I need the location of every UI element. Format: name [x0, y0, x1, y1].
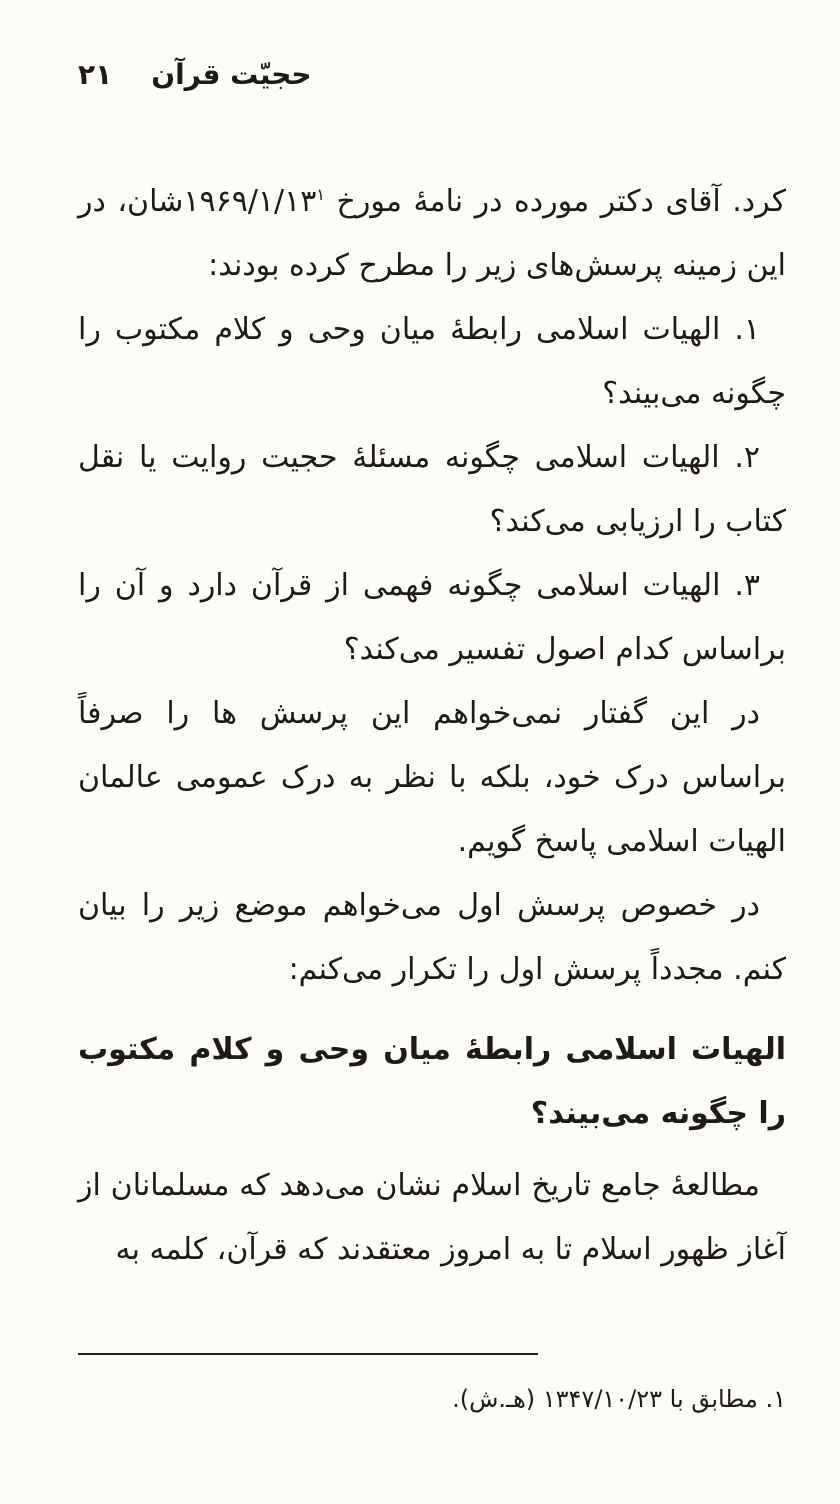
footnote-reference: ۱: [316, 185, 325, 204]
paragraph-2: در این گفتار نمی‌خواهم این پرسش ها را صرفاً براساس درک خود، بلکه با نظر به درک عمومی عالمان الهیات اسلامی پاسخ گویم.: [78, 696, 786, 859]
paragraph-4: مطالعهٔ جامع تاریخ اسلام نشان می‌دهد که مسلمانان از آغاز ظهور اسلام تا به امروز معتقدند که قرآن، کلمه به: [78, 1168, 786, 1267]
paragraph-3: در خصوص پرسش اول می‌خواهم موضع زیر را بیان کنم. مجدداً پرسش اول را تکرار می‌کنم:: [78, 888, 786, 987]
footnote: ۱. مطابق با ۱۳۴۷/۱۰/۲۳ (هـ.ش).: [452, 1385, 786, 1413]
paragraph-1-end: شان، در این زمینه پرسش‌های زیر را مطرح کرده بودند:: [78, 184, 786, 283]
question-3: ۳. الهیات اسلامی چگونه فهمی از قرآن دارد و آن را براساس کدام اصول تفسیر می‌کند؟: [78, 568, 786, 667]
paragraph-1: [78, 163, 786, 298]
page-header: [78, 55, 312, 95]
page-number: ۲۱: [78, 58, 113, 91]
body-text: [78, 163, 786, 1282]
paragraph-1-start: کرد. آقای دکتر مورده در نامهٔ مورخ ۱۹۶۹/۱/۱۳: [183, 184, 786, 219]
bold-question-heading: الهیات اسلامی رابطهٔ میان وحی و کلام مکتوب را چگونه می‌بیند؟: [78, 1032, 786, 1131]
running-title: حجیّت قرآن: [151, 58, 312, 91]
question-1: ۱. الهیات اسلامی رابطهٔ میان وحی و کلام مکتوب را چگونه می‌بیند؟: [78, 312, 786, 411]
footnote-divider: [78, 1353, 538, 1355]
question-2: ۲. الهیات اسلامی چگونه مسئلهٔ حجیت روایت یا نقل کتاب را ارزیابی می‌کند؟: [78, 440, 786, 539]
